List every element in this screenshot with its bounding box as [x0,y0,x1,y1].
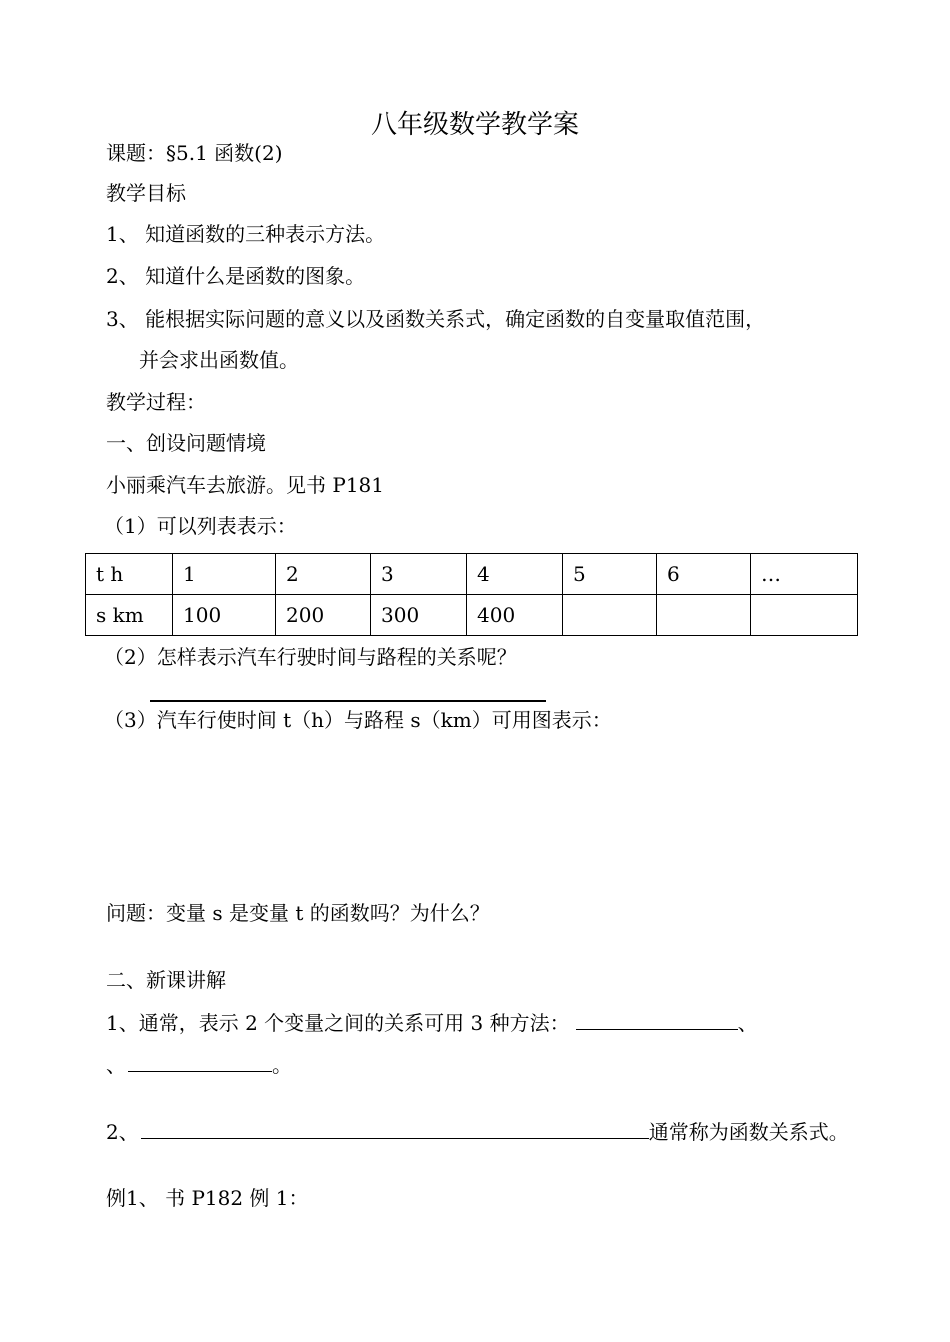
objectives-heading: 教学目标 [106,181,186,205]
item1-line [106,1013,758,1033]
objective-item: 3、 能根据实际问题的意义以及函数关系式，确定函数的自变量取值范围， [106,307,766,331]
item2-text: 通常称为函数关系式。 [648,1120,849,1144]
item1-separator: 、 [106,1053,126,1077]
section2-heading: 二、新课讲解 [106,968,226,992]
item1-text: 1、通常，表示 2 个变量之间的关系可用 3 种方法： [106,1011,570,1035]
table-cell: t h [86,554,173,595]
example-1: 例1、 书 P182 例 1： [106,1186,309,1210]
table-cell: 1 [173,554,276,595]
table-cell: … [751,554,858,595]
item1-end: 。 [272,1053,292,1077]
page-title: 八年级数学教学案 [370,110,579,140]
table-cell: 6 [657,554,751,595]
table-cell: 4 [467,554,563,595]
question-3: （3）汽车行使时间 t（h）与路程 s（km）可用图表示： [104,708,612,732]
table-cell: 400 [467,595,563,636]
table-cell: 2 [276,554,371,595]
item2-number: 2、 [106,1120,139,1144]
time-distance-table [85,553,858,636]
fill-blank [576,1028,738,1030]
discussion-question: 问题：变量 s 是变量 t 的函数吗？为什么？ [106,901,490,925]
lesson-topic: 课题：§5.1 函数(2) [106,141,283,165]
table-row-distance [86,595,858,636]
fill-blank [128,1070,272,1072]
table-cell: s km [86,595,173,636]
table-cell: 300 [371,595,467,636]
table-row-time [86,554,858,595]
table-cell [563,595,657,636]
process-heading: 教学过程： [106,390,206,414]
table-cell: 100 [173,595,276,636]
table-cell: 200 [276,595,371,636]
objective-item-continuation: 并会求出函数值。 [139,348,299,372]
answer-blank-line [150,700,546,702]
table-cell: 3 [371,554,467,595]
item2-line [106,1122,849,1142]
fill-blank [141,1137,649,1139]
table-cell [657,595,751,636]
table-cell: 5 [563,554,657,595]
item1-separator: 、 [737,1011,758,1035]
question-1: （1）可以列表表示： [104,514,297,538]
question-2: （2）怎样表示汽车行驶时间与路程的关系呢？ [104,645,517,669]
section1-intro: 小丽乘汽车去旅游。见书 P181 [106,473,384,497]
objective-item: 1、 知道函数的三种表示方法。 [106,222,386,246]
item1-continuation [106,1055,292,1075]
table-cell [751,595,858,636]
objective-item: 2、 知道什么是函数的图象。 [106,264,366,288]
section1-heading: 一、创设问题情境 [106,431,266,455]
